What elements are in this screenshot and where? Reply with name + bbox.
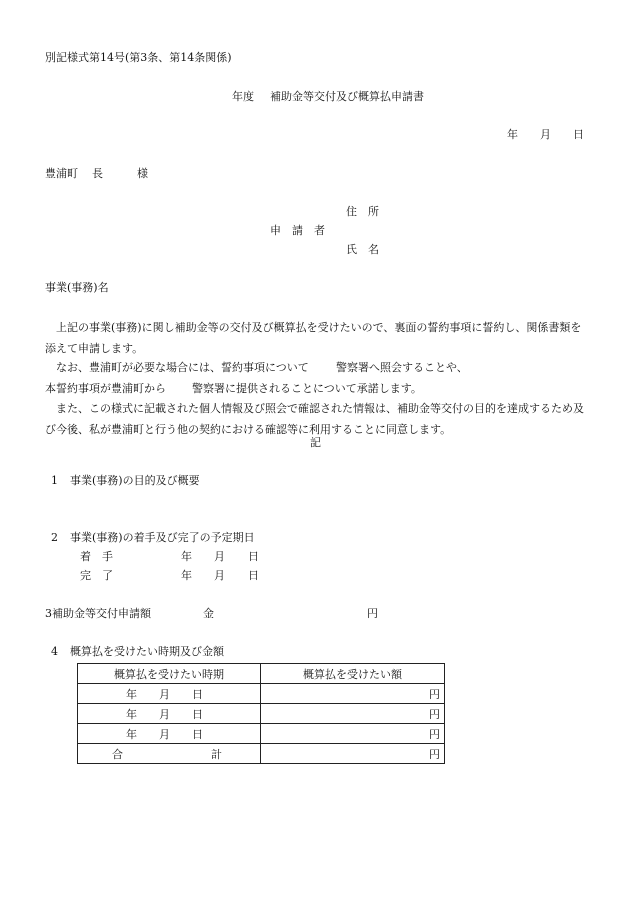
end-year: 年	[181, 569, 192, 582]
section-2-number: 2	[51, 531, 58, 544]
section-2-label: 事業(事務)の着手及び完了の予定期日	[70, 531, 255, 544]
end-month: 月	[214, 569, 225, 582]
section-1-number: 1	[51, 474, 58, 487]
start-label: 着 手	[80, 550, 113, 563]
table-row	[78, 704, 445, 724]
end-label: 完 了	[80, 569, 113, 582]
applicant-address-label: 住 所	[346, 205, 379, 218]
applicant-label: 申 請 者	[270, 224, 325, 237]
total-amount-cell: 円	[261, 744, 445, 764]
title-year-label: 年度	[232, 90, 254, 103]
project-name-label: 事業(事務)名	[45, 281, 109, 294]
section-3-yen: 円	[367, 607, 378, 620]
addressee-honorific: 様	[137, 167, 148, 180]
start-day: 日	[248, 550, 259, 563]
table-header-row	[78, 664, 445, 684]
period-cell: 年 月 日	[78, 724, 261, 744]
addressee-town: 豊浦町	[45, 167, 78, 180]
applicant-name-label: 氏 名	[346, 243, 379, 256]
amount-cell: 円	[261, 684, 445, 704]
advance-payment-table	[77, 663, 445, 764]
body-paragraph-1: 上記の事業(事務)に関し補助金等の交付及び概算払を受けたいので、裏面の誓約事項に誓約し、関係書類を添えて申請します。	[45, 321, 582, 355]
table-total-row	[78, 744, 445, 764]
addressee-chief: 長	[92, 167, 103, 180]
amount-cell: 円	[261, 704, 445, 724]
header-period: 概算払を受けたい時期	[78, 664, 261, 684]
form-number: 別記様式第14号(第3条、第14条関係)	[45, 51, 232, 64]
total-label-cell: 合 計	[78, 744, 261, 764]
section-3-kin: 金	[203, 607, 214, 620]
period-cell: 年 月 日	[78, 684, 261, 704]
section-4-label: 概算払を受けたい時期及び金額	[70, 645, 224, 658]
body-paragraph-2a: なお、豊浦町が必要な場合には、誓約事項について	[56, 361, 309, 374]
document-title: 補助金等交付及び概算払申請書	[270, 90, 424, 103]
section-3-label: 3補助金等交付申請額	[45, 607, 151, 620]
body-paragraph-3a: 本誓約事項が豊浦町から	[45, 382, 166, 395]
section-4-number: 4	[51, 645, 58, 658]
start-year: 年	[181, 550, 192, 563]
date-month: 月	[540, 128, 551, 141]
ki-marker: 記	[310, 436, 321, 449]
header-amount: 概算払を受けたい額	[261, 664, 445, 684]
body-paragraph-3b: 警察署に提供されることについて承諾します。	[192, 382, 422, 395]
date-year: 年	[507, 128, 518, 141]
end-day: 日	[248, 569, 259, 582]
body-paragraph-4: また、この様式に記載された個人情報及び照会で確認された情報は、補助金等交付の目的を達成するため及び今後、私が豊浦町と行う他の契約における確認等に利用することに同意します。	[45, 402, 584, 436]
period-cell: 年 月 日	[78, 704, 261, 724]
table-row	[78, 684, 445, 704]
body-paragraph-2b: 警察署へ照会することや、	[336, 361, 468, 374]
section-1-label: 事業(事務)の目的及び概要	[70, 474, 200, 487]
amount-cell: 円	[261, 724, 445, 744]
start-month: 月	[214, 550, 225, 563]
table-row	[78, 724, 445, 744]
date-day: 日	[573, 128, 584, 141]
